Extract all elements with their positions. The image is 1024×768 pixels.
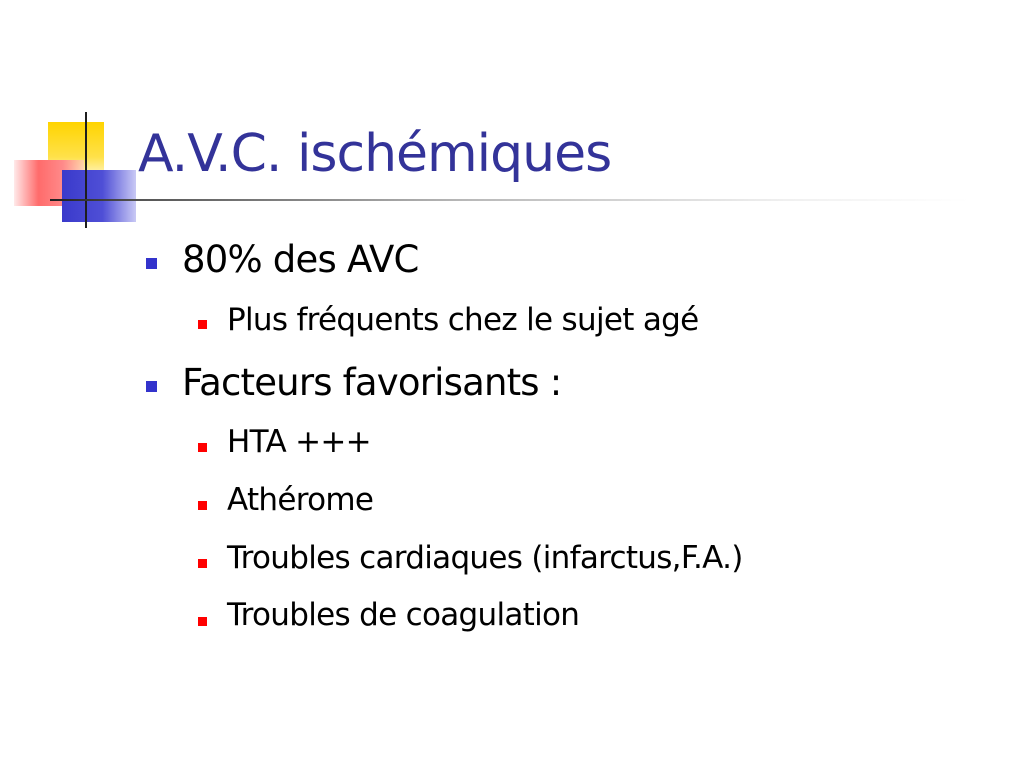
sub-bullet-item: Troubles de coagulation [227, 597, 580, 633]
square-bullet-icon [146, 258, 157, 269]
square-bullet-icon [198, 501, 207, 510]
square-bullet-icon [198, 443, 207, 452]
square-bullet-icon [198, 320, 207, 329]
square-bullet-icon [198, 617, 207, 626]
sub-bullet-item: HTA +++ [227, 424, 371, 460]
slide-title: A.V.C. ischémiques [138, 124, 612, 184]
bullet-item: Facteurs favorisants : [182, 361, 562, 404]
sub-bullet-item: Athérome [227, 482, 374, 518]
sub-bullet-item: Troubles cardiaques (infarctus,F.A.) [227, 540, 743, 576]
sub-bullet-item: Plus fréquents chez le sujet agé [227, 302, 699, 338]
square-bullet-icon [198, 559, 207, 568]
square-bullet-icon [146, 381, 157, 392]
bullet-item: 80% des AVC [182, 238, 419, 281]
